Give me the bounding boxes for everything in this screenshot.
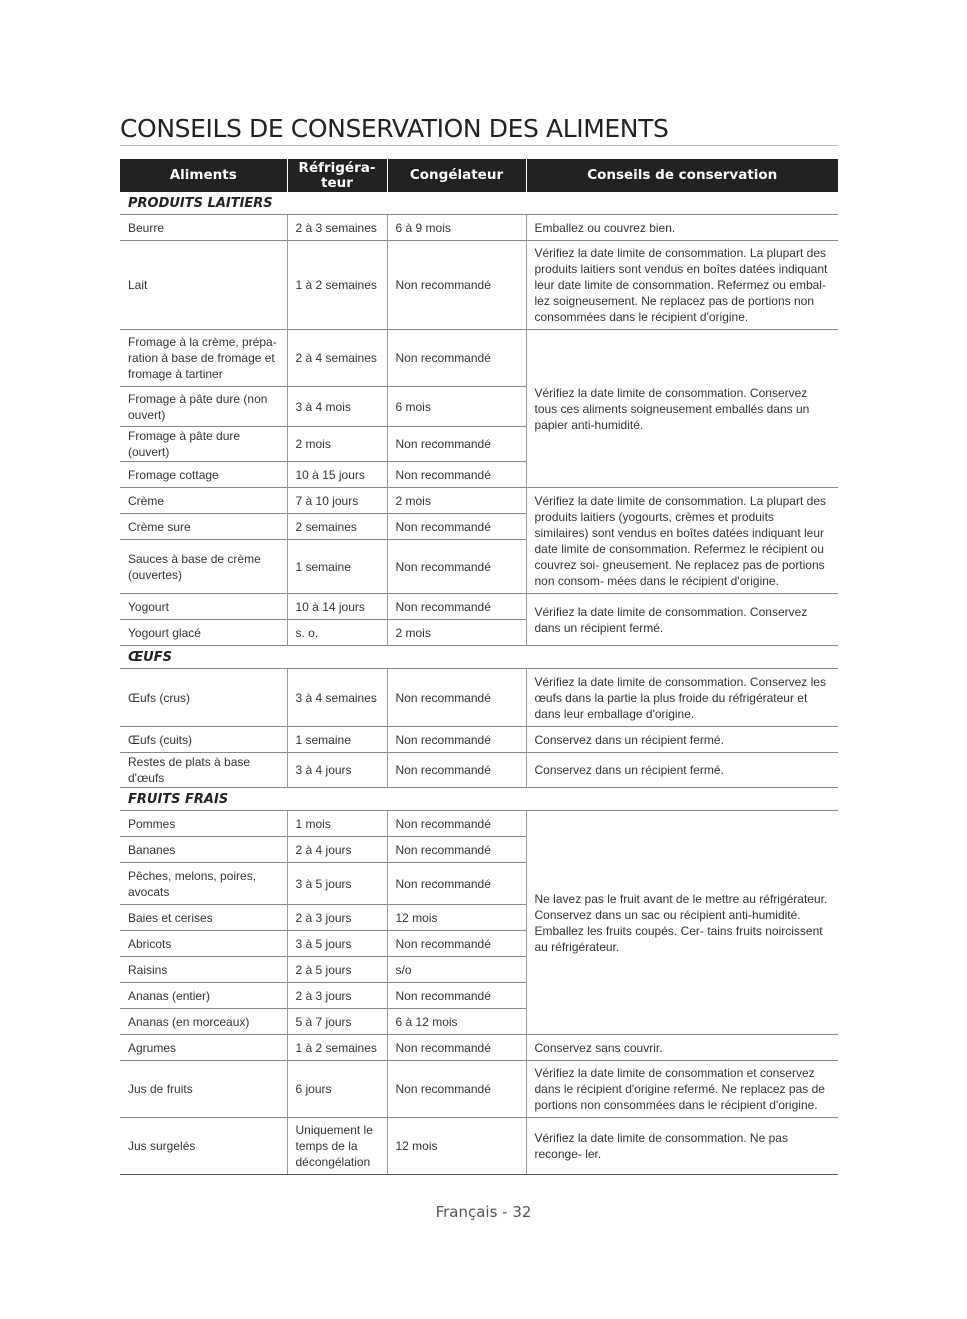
fridge-cell: 2 semaines [287, 514, 387, 540]
fridge-cell: 3 à 5 jours [287, 863, 387, 905]
freezer-cell: s/o [387, 957, 526, 983]
food-cell: Œufs (crus) [120, 669, 287, 727]
table-row [120, 594, 838, 620]
freezer-cell: Non recommandé [387, 931, 526, 957]
food-cell: Beurre [120, 215, 287, 241]
header-aliments: Aliments [120, 159, 287, 192]
fridge-cell: 10 à 14 jours [287, 594, 387, 620]
table-row [120, 1118, 838, 1175]
food-cell: Baies et cerises [120, 905, 287, 931]
food-cell: Bananes [120, 837, 287, 863]
fridge-cell: 1 à 2 semaines [287, 241, 387, 330]
freezer-cell: 6 mois [387, 387, 526, 427]
fridge-cell: 1 semaine [287, 727, 387, 753]
tip-cell: Vérifiez la date limite de consommation. La plupart des produits laitiers (yogourts, crèmes et produits similaires) sont vendus en boîtes datées indiquant leur date limite de consommation. Refermez le récipient ou couvrez soi- gneusement. Ne replacez pas de portions non consom- mées dans le récipient d'origine. [526, 488, 838, 594]
tip-cell: Vérifiez la date limite de consommation. Conservez dans un récipient fermé. [526, 594, 838, 646]
food-cell: Yogourt glacé [120, 620, 287, 646]
category-eggs: ŒUFS [128, 649, 172, 665]
food-cell: Pommes [120, 811, 287, 837]
fridge-cell: 2 à 3 semaines [287, 215, 387, 241]
food-cell: Jus surgelés [120, 1118, 287, 1175]
fridge-cell: 2 à 4 semaines [287, 330, 387, 387]
freezer-cell: 2 mois [387, 488, 526, 514]
tip-cell: Vérifiez la date limite de consommation. La plupart des produits laitiers sont vendus en boîtes datées indiquant leur date limite de consommation. Refermez ou embal- lez soigneusement. Ne replacez pas de portions non consommées dans le récipient d'origine. [526, 241, 838, 330]
food-cell: Fromage cottage [120, 462, 287, 488]
food-cell: Raisins [120, 957, 287, 983]
tip-cell: Vérifiez la date limite de consommation et conservez dans le récipient d'origine refermé. Ne replacez pas de portions non consommées dans le récipient d'origine. [526, 1061, 838, 1118]
fridge-cell: 3 à 4 jours [287, 753, 387, 788]
fridge-cell: 2 mois [287, 427, 387, 462]
fridge-cell: 2 à 3 jours [287, 983, 387, 1009]
fridge-cell: 3 à 5 jours [287, 931, 387, 957]
fridge-cell: 10 à 15 jours [287, 462, 387, 488]
category-row [120, 646, 838, 669]
freezer-cell: Non recommandé [387, 462, 526, 488]
header-refrigerateur: Réfrigéra- teur [287, 159, 387, 192]
tip-cell: Conservez dans un récipient fermé. [526, 753, 838, 788]
table-row [120, 727, 838, 753]
food-cell: Crème sure [120, 514, 287, 540]
category-dairy: PRODUITS LAITIERS [128, 195, 273, 211]
fridge-cell: 6 jours [287, 1061, 387, 1118]
table-row [120, 241, 838, 330]
freezer-cell: Non recommandé [387, 1061, 526, 1118]
table-row [120, 488, 838, 514]
fridge-cell: 5 à 7 jours [287, 1009, 387, 1035]
fridge-cell: 1 mois [287, 811, 387, 837]
category-row [120, 192, 838, 215]
food-cell: Yogourt [120, 594, 287, 620]
food-cell: Crème [120, 488, 287, 514]
food-cell: Ananas (entier) [120, 983, 287, 1009]
freezer-cell: Non recommandé [387, 540, 526, 594]
freezer-cell: Non recommandé [387, 1035, 526, 1061]
food-cell: Ananas (en morceaux) [120, 1009, 287, 1035]
freezer-cell: Non recommandé [387, 514, 526, 540]
fridge-cell: s. o. [287, 620, 387, 646]
freezer-cell: Non recommandé [387, 837, 526, 863]
table-row [120, 1035, 838, 1061]
category-row [120, 788, 838, 811]
fridge-cell: Uniquement le temps de la décongélation [287, 1118, 387, 1175]
table-row [120, 330, 838, 387]
header-row [120, 159, 838, 192]
food-cell: Abricots [120, 931, 287, 957]
header-conseils: Conseils de conservation [526, 159, 838, 192]
freezer-cell: 2 mois [387, 620, 526, 646]
table-row [120, 811, 838, 837]
food-cell: Œufs (cuits) [120, 727, 287, 753]
title-rule [120, 145, 838, 146]
freezer-cell: 6 à 12 mois [387, 1009, 526, 1035]
freezer-cell: Non recommandé [387, 983, 526, 1009]
storage-table [120, 159, 838, 1175]
table-row [120, 215, 838, 241]
fridge-cell: 2 à 3 jours [287, 905, 387, 931]
freezer-cell: Non recommandé [387, 427, 526, 462]
freezer-cell: Non recommandé [387, 241, 526, 330]
fridge-cell: 7 à 10 jours [287, 488, 387, 514]
fridge-cell: 3 à 4 mois [287, 387, 387, 427]
tip-cell: Emballez ou couvrez bien. [526, 215, 838, 241]
freezer-cell: Non recommandé [387, 811, 526, 837]
freezer-cell: Non recommandé [387, 863, 526, 905]
food-cell: Agrumes [120, 1035, 287, 1061]
freezer-cell: 12 mois [387, 905, 526, 931]
freezer-cell: Non recommandé [387, 727, 526, 753]
food-cell: Pêches, melons, poires, avocats [120, 863, 287, 905]
page-number: Français - 32 [435, 1203, 532, 1221]
freezer-cell: 12 mois [387, 1118, 526, 1175]
tip-cell: Conservez dans un récipient fermé. [526, 727, 838, 753]
fridge-cell: 1 à 2 semaines [287, 1035, 387, 1061]
category-fruits: FRUITS FRAIS [128, 791, 229, 807]
tip-cell: Vérifiez la date limite de consommation. Ne pas reconge- ler. [526, 1118, 838, 1175]
food-cell: Fromage à pâte dure (ouvert) [120, 427, 287, 462]
tip-cell: Vérifiez la date limite de consommation. Conservez les œufs dans la partie la plus froide du réfrigérateur et dans leur emballage d'origine. [526, 669, 838, 727]
tip-cell: Conservez sans couvrir. [526, 1035, 838, 1061]
freezer-cell: Non recommandé [387, 753, 526, 788]
freezer-cell: Non recommandé [387, 330, 526, 387]
table-row [120, 1061, 838, 1118]
food-cell: Lait [120, 241, 287, 330]
food-cell: Jus de fruits [120, 1061, 287, 1118]
fridge-cell: 1 semaine [287, 540, 387, 594]
page-title: CONSEILS DE CONSERVATION DES ALIMENTS [120, 114, 669, 143]
freezer-cell: Non recommandé [387, 594, 526, 620]
food-cell: Restes de plats à base d'œufs [120, 753, 287, 788]
header-congelateur: Congélateur [387, 159, 526, 192]
tip-cell: Ne lavez pas le fruit avant de le mettre au réfrigérateur. Conservez dans un sac ou récipient anti-humidité. Emballez les fruits coupés. Cer- tains fruits noircissent au réfrigérateur. [526, 811, 838, 1035]
table-row [120, 753, 838, 788]
tip-cell: Vérifiez la date limite de consommation. Conservez tous ces aliments soigneusement emballés dans un papier anti-humidité. [526, 330, 838, 488]
fridge-cell: 3 à 4 semaines [287, 669, 387, 727]
table-row [120, 669, 838, 727]
fridge-cell: 2 à 4 jours [287, 837, 387, 863]
food-cell: Fromage à la crème, prépa- ration à base de fromage et fromage à tartiner [120, 330, 287, 387]
freezer-cell: 6 à 9 mois [387, 215, 526, 241]
fridge-cell: 2 à 5 jours [287, 957, 387, 983]
food-cell: Fromage à pâte dure (non ouvert) [120, 387, 287, 427]
freezer-cell: Non recommandé [387, 669, 526, 727]
food-cell: Sauces à base de crème (ouvertes) [120, 540, 287, 594]
